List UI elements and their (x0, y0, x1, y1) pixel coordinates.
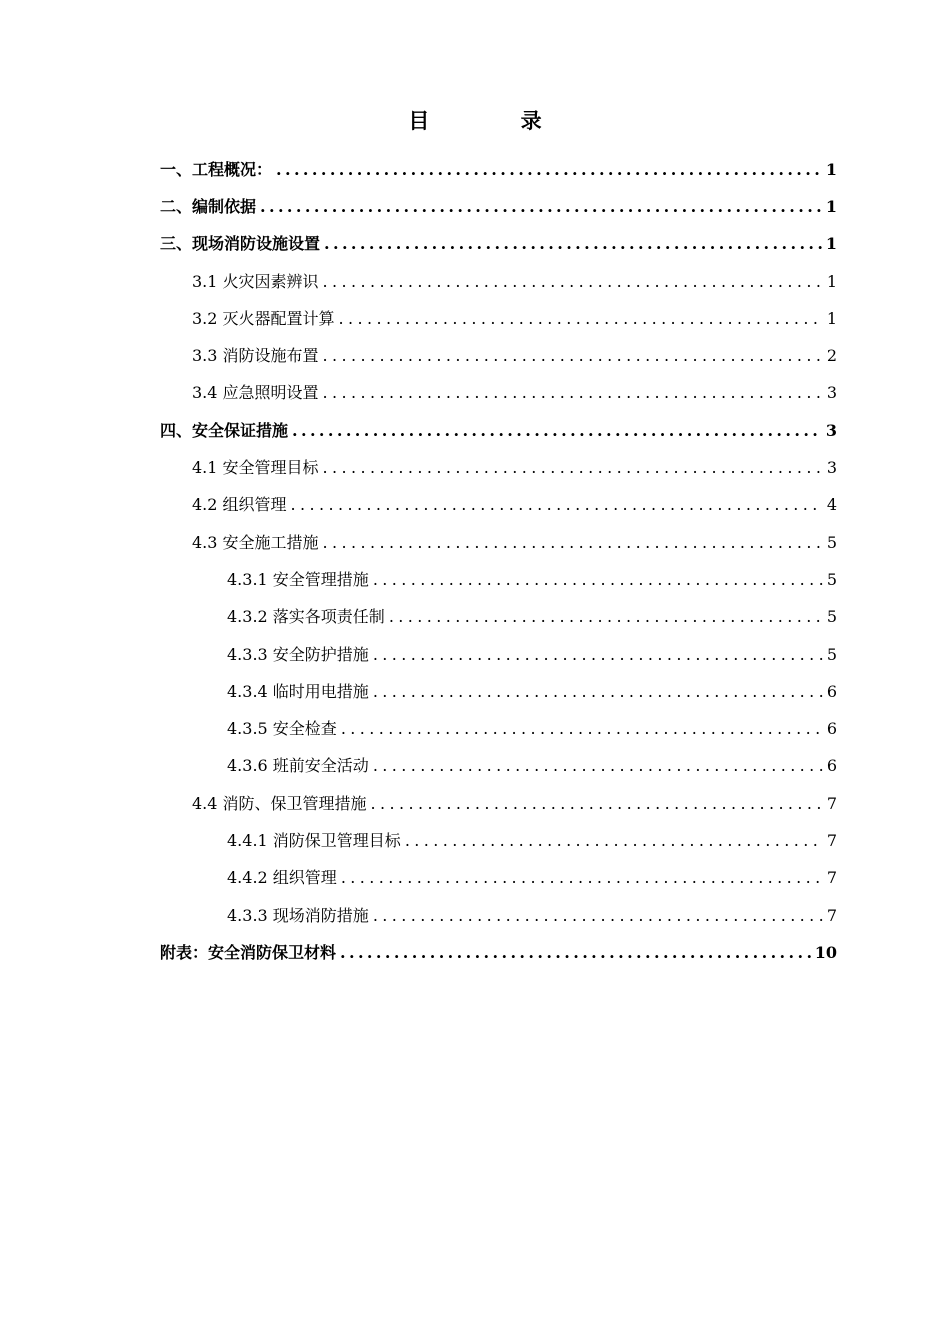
toc-dot-leader (341, 868, 823, 888)
toc-page-number: 1 (826, 271, 837, 291)
toc-entry-label: 4.1 安全管理目标 (192, 458, 319, 478)
toc-entry-label: 4.4.2 组织管理 (227, 868, 337, 888)
toc-dot-leader (341, 719, 823, 739)
toc-dot-leader (323, 272, 823, 292)
toc-page-number: 1 (825, 234, 837, 254)
toc-entry-label: 4.2 组织管理 (192, 495, 287, 515)
toc-dot-leader (373, 682, 823, 702)
toc-dot-leader (389, 607, 823, 627)
toc-page-number: 1 (826, 308, 837, 328)
toc-dot-leader (373, 645, 823, 665)
toc-page-number: 10 (814, 942, 837, 962)
toc-page-number: 5 (826, 569, 837, 589)
toc-page-number: 3 (826, 383, 837, 403)
toc-entry[interactable] (0, 226, 950, 263)
toc-entry[interactable] (0, 561, 950, 598)
toc-dot-leader (323, 533, 823, 553)
toc-page-number: 7 (826, 905, 837, 925)
toc-entry-label: 3.1 火灾因素辨识 (192, 271, 319, 291)
toc-entry[interactable] (0, 412, 950, 449)
toc-entry[interactable] (0, 337, 950, 374)
toc-dot-leader (324, 234, 822, 254)
toc-entry-label: 4.3.3 安全防护措施 (227, 644, 369, 664)
toc-dot-leader (339, 309, 823, 329)
toc-dot-leader (292, 421, 822, 441)
toc-dot-leader (323, 458, 823, 478)
toc-entry-label: 四、安全保证措施 (160, 420, 289, 440)
toc-list (0, 151, 950, 972)
toc-entry-label: 三、现场消防设施设置 (160, 234, 321, 254)
toc-page-number: 6 (826, 681, 837, 701)
toc-dot-leader (405, 831, 823, 851)
toc-entry-label: 4.3.2 落实各项责任制 (227, 607, 385, 627)
toc-entry-label: 一、工程概况： (160, 159, 273, 179)
toc-entry[interactable] (0, 188, 950, 225)
toc-page-number: 7 (826, 830, 837, 850)
toc-page-number: 4 (826, 495, 837, 515)
toc-page-number: 5 (826, 607, 837, 627)
toc-entry[interactable] (0, 710, 950, 747)
toc-page-number: 1 (825, 159, 837, 179)
toc-dot-leader (323, 383, 823, 403)
toc-entry[interactable] (0, 748, 950, 785)
toc-entry[interactable] (0, 449, 950, 486)
toc-entry[interactable] (0, 785, 950, 822)
toc-page-number: 3 (825, 420, 837, 440)
toc-page-number: 1 (825, 196, 837, 216)
toc-dot-leader (340, 943, 811, 963)
toc-page-number: 7 (826, 793, 837, 813)
toc-entry-label: 4.3.4 临时用电措施 (227, 681, 369, 701)
toc-dot-leader (371, 794, 823, 814)
toc-page-number: 5 (826, 644, 837, 664)
toc-dot-leader (373, 756, 823, 776)
toc-dot-leader (260, 197, 822, 217)
toc-entry-label: 3.4 应急照明设置 (192, 383, 319, 403)
toc-entry[interactable] (0, 487, 950, 524)
toc-dot-leader (323, 346, 823, 366)
toc-entry-label: 4.3.1 安全管理措施 (227, 569, 369, 589)
toc-entry-label: 3.3 消防设施布置 (192, 346, 319, 366)
toc-entry-label: 4.3 安全施工措施 (192, 532, 319, 552)
toc-entry[interactable] (0, 636, 950, 673)
toc-page-number: 7 (826, 868, 837, 888)
toc-entry[interactable] (0, 300, 950, 337)
toc-dot-leader (276, 160, 822, 180)
toc-page-number: 3 (826, 458, 837, 478)
toc-entry-label: 3.2 灭火器配置计算 (192, 308, 335, 328)
toc-entry-label: 4.3.3 现场消防措施 (227, 905, 369, 925)
toc-entry-label: 二、编制依据 (160, 196, 257, 216)
toc-entry[interactable] (0, 263, 950, 300)
toc-page-number: 2 (826, 346, 837, 366)
toc-entry[interactable] (0, 673, 950, 710)
toc-entry[interactable] (0, 934, 950, 971)
toc-entry[interactable] (0, 375, 950, 412)
toc-entry-label: 4.4.1 消防保卫管理目标 (227, 830, 401, 850)
toc-entry-label: 4.3.5 安全检查 (227, 719, 337, 739)
toc-entry[interactable] (0, 599, 950, 636)
toc-dot-leader (373, 570, 823, 590)
toc-entry[interactable] (0, 822, 950, 859)
toc-entry-label: 附表：安全消防保卫材料 (160, 942, 337, 962)
toc-page-number: 5 (826, 532, 837, 552)
toc-entry-label: 4.3.6 班前安全活动 (227, 756, 369, 776)
toc-entry[interactable] (0, 897, 950, 934)
toc-page-number: 6 (826, 719, 837, 739)
toc-entry[interactable] (0, 151, 950, 188)
toc-dot-leader (291, 495, 823, 515)
toc-entry-label: 4.4 消防、保卫管理措施 (192, 793, 367, 813)
toc-entry[interactable] (0, 860, 950, 897)
toc-title: 目 录 (408, 108, 584, 133)
toc-dot-leader (373, 906, 823, 926)
toc-page-number: 6 (826, 756, 837, 776)
toc-entry[interactable] (0, 524, 950, 561)
